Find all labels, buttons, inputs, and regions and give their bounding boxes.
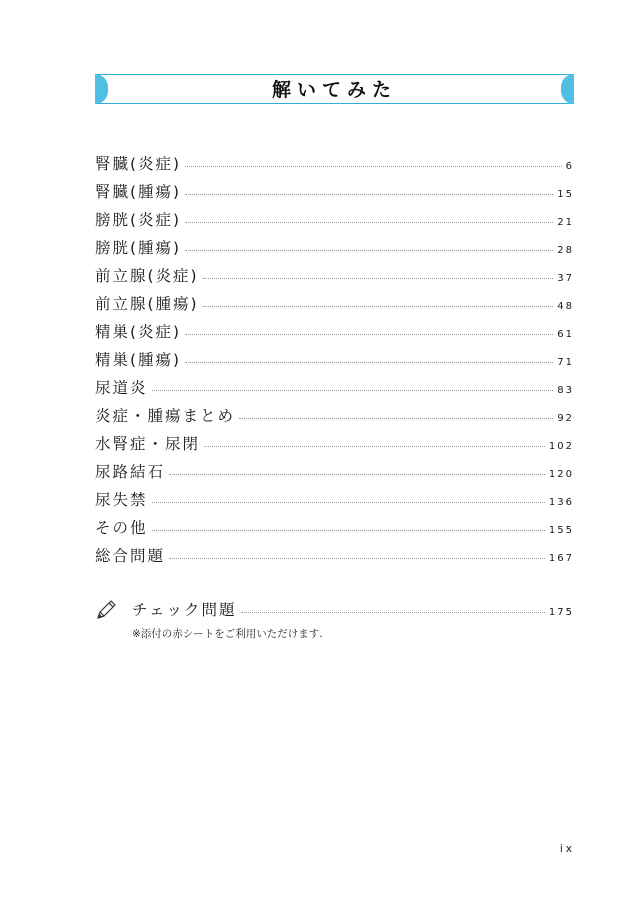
dot-leader bbox=[185, 250, 553, 251]
check-questions-entry[interactable] bbox=[95, 598, 574, 622]
dot-leader bbox=[152, 530, 545, 531]
toc-entry[interactable] bbox=[95, 208, 574, 232]
title-banner bbox=[95, 74, 574, 104]
toc-entry[interactable] bbox=[95, 292, 574, 316]
dot-leader bbox=[185, 362, 553, 363]
toc-entry[interactable] bbox=[95, 264, 574, 288]
pencil-icon bbox=[95, 599, 117, 621]
toc-entry-page: 155 bbox=[548, 524, 574, 536]
toc-entry-page: 15 bbox=[557, 188, 574, 200]
page-number: ix bbox=[559, 843, 575, 855]
dot-leader bbox=[152, 502, 545, 503]
toc-entry[interactable] bbox=[95, 432, 574, 456]
toc-entry-label: 尿道炎 bbox=[95, 379, 148, 397]
toc-entry-page: 71 bbox=[557, 356, 574, 368]
dot-leader bbox=[185, 334, 553, 335]
dot-leader bbox=[185, 222, 553, 223]
toc-entry[interactable] bbox=[95, 516, 574, 540]
toc-entry-label: 精巣(炎症) bbox=[95, 323, 182, 341]
toc-entry-page: 102 bbox=[548, 440, 574, 452]
toc-entry-label: 腎臓(炎症) bbox=[95, 155, 182, 173]
toc-entry-label: 精巣(腫瘍) bbox=[95, 351, 182, 369]
dot-leader bbox=[152, 390, 554, 391]
toc-entry-label: その他 bbox=[95, 519, 148, 537]
toc-entry[interactable] bbox=[95, 488, 574, 512]
toc-entry-page: 92 bbox=[557, 412, 574, 424]
toc-entry-label: 前立腺(炎症) bbox=[95, 267, 199, 285]
toc-entry-label: 膀胱(腫瘍) bbox=[95, 239, 182, 257]
toc-entry[interactable] bbox=[95, 460, 574, 484]
toc-entry[interactable] bbox=[95, 544, 574, 568]
toc-entry[interactable] bbox=[95, 180, 574, 204]
toc-entry-label: 尿路結石 bbox=[95, 463, 166, 481]
dot-leader bbox=[204, 446, 545, 447]
toc-entry[interactable] bbox=[95, 404, 574, 428]
dot-leader bbox=[169, 474, 545, 475]
toc-entry-label: 炎症・腫瘍まとめ bbox=[95, 407, 236, 425]
toc-entry[interactable] bbox=[95, 348, 574, 372]
toc-entry-page: 48 bbox=[557, 300, 574, 312]
toc-entry-page: 37 bbox=[557, 272, 574, 284]
toc-entry[interactable] bbox=[95, 320, 574, 344]
dot-leader bbox=[169, 558, 545, 559]
toc-entry-page: 28 bbox=[557, 244, 574, 256]
toc-entry-page: 120 bbox=[548, 468, 574, 480]
dot-leader bbox=[203, 306, 554, 307]
toc-entry[interactable] bbox=[95, 376, 574, 400]
toc-entry-label: 膀胱(炎症) bbox=[95, 211, 182, 229]
toc-entry-label: 前立腺(腫瘍) bbox=[95, 295, 199, 313]
check-questions-page: 175 bbox=[548, 606, 574, 618]
toc-entry-page: 167 bbox=[548, 552, 574, 564]
dot-leader bbox=[185, 166, 562, 167]
check-questions-label: チェック問題 bbox=[132, 601, 237, 619]
dot-leader bbox=[185, 194, 553, 195]
toc-entry[interactable] bbox=[95, 152, 574, 176]
red-sheet-note: ※添付の赤シートをご利用いただけます. bbox=[132, 628, 323, 640]
toc-entry-label: 総合問題 bbox=[95, 547, 166, 565]
toc-entry-page: 61 bbox=[557, 328, 574, 340]
dot-leader bbox=[239, 418, 553, 419]
toc-entry-label: 尿失禁 bbox=[95, 491, 148, 509]
page-title: 解いてみた bbox=[271, 79, 397, 101]
toc-entry-label: 腎臓(腫瘍) bbox=[95, 183, 182, 201]
toc-entry-label: 水腎症・尿閉 bbox=[95, 435, 201, 453]
toc-entry-page: 136 bbox=[548, 496, 574, 508]
dot-leader bbox=[241, 612, 545, 613]
toc-entry-page: 21 bbox=[557, 216, 574, 228]
toc-entry-page: 6 bbox=[565, 160, 574, 172]
toc-entry-page: 83 bbox=[557, 384, 574, 396]
toc-entry[interactable] bbox=[95, 236, 574, 260]
dot-leader bbox=[203, 278, 554, 279]
